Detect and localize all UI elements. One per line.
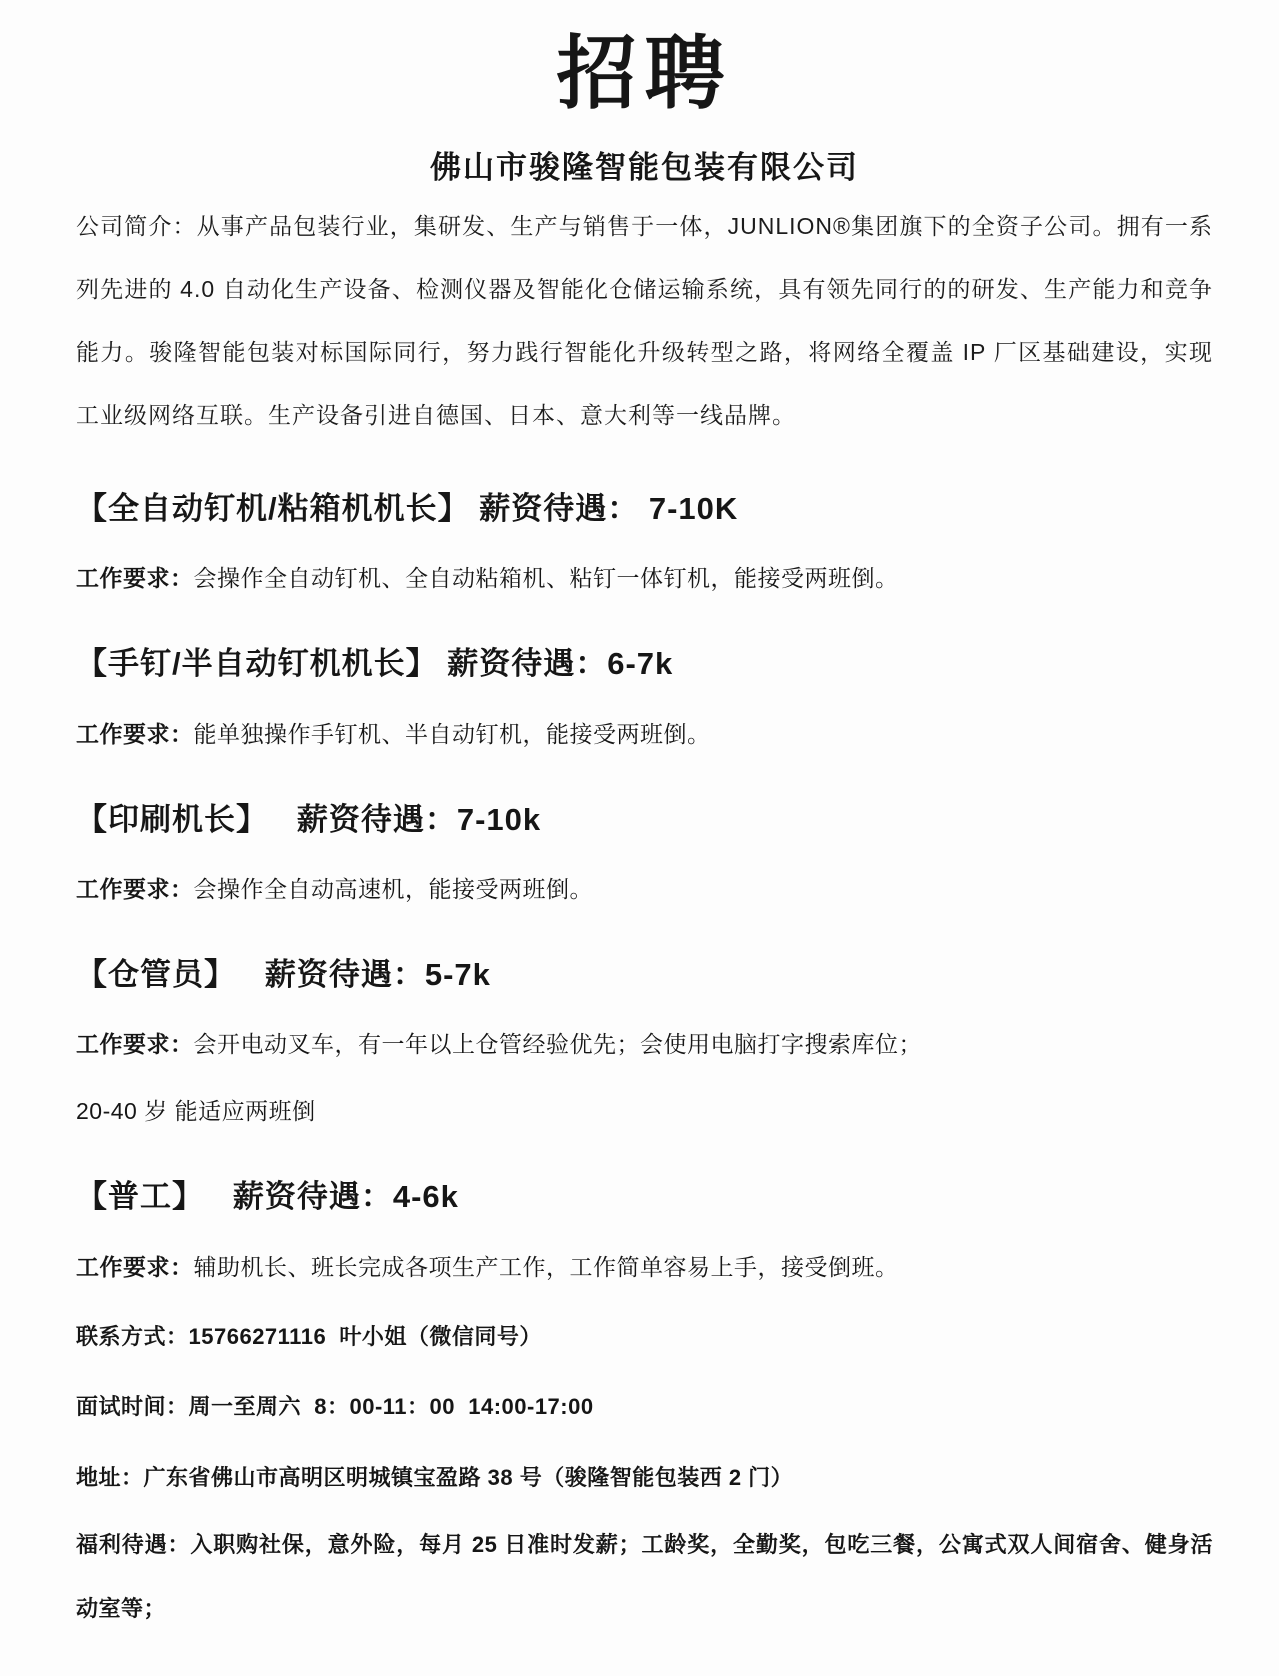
job-requirement	[76, 1029, 1213, 1060]
interview-time-value: 周一至周六 8：00-11：00 14:00-17:00	[188, 1394, 594, 1420]
requirement-label: 工作要求：	[76, 1031, 194, 1058]
job-requirement	[76, 563, 1213, 594]
requirement-label: 工作要求：	[76, 1253, 194, 1280]
job-heading: 【全自动钉机/粘箱机机长】 薪资待遇： 7-10K	[76, 491, 739, 526]
interview-time-line	[76, 1393, 1213, 1422]
job-section-printing-machine-captain	[76, 800, 1213, 905]
job-requirement	[76, 1252, 1213, 1283]
company-intro	[76, 195, 1213, 447]
contact-line	[76, 1323, 1213, 1352]
address-line	[76, 1464, 1213, 1493]
contact-label: 联系方式：	[76, 1323, 189, 1349]
company-intro-text: 从事产品包装行业，集研发、生产与销售于一体，JUNLION®集团旗下的全资子公司。拥有一系列先进的 4.0 自动化生产设备、检测仪器及智能化仓储运输系统，具有领先同行的的研发、生产能力和竞争能力。骏隆智能包装对标国际同行，努力践行智能化升级转型之路，将网络全覆盖 IP 厂区基础建设，实现工业级网络互联。生产设备引进自德国、日本、意大利等一线品牌。	[76, 213, 1213, 428]
job-section-hand-nailing-machine-captain	[76, 644, 1213, 749]
benefits-line	[76, 1513, 1213, 1641]
requirement-label: 工作要求：	[76, 720, 194, 747]
address-value: 广东省佛山市高明区明城镇宝盈路 38 号（骏隆智能包装西 2 门）	[143, 1464, 794, 1490]
contact-value: 15766271116 叶小姐（微信同号）	[188, 1323, 542, 1349]
requirement-label: 工作要求：	[76, 565, 194, 592]
interview-time-label: 面试时间：	[76, 1394, 189, 1420]
page-title: 招聘	[556, 29, 733, 118]
job-heading: 【印刷机长】 薪资待遇：7-10k	[76, 801, 542, 837]
job-section-auto-nailing-machine-captain	[76, 489, 1213, 594]
job-requirement-extra: 20-40 岁 能适应两班倒	[76, 1098, 316, 1125]
company-name: 佛山市骏隆智能包装有限公司	[430, 150, 859, 185]
requirement-text: 能单独操作手钉机、半自动钉机，能接受两班倒。	[193, 720, 711, 747]
job-heading: 【普工】 薪资待遇：4-6k	[76, 1179, 459, 1215]
requirement-text: 辅助机长、班长完成各项生产工作，工作简单容易上手，接受倒班。	[193, 1253, 899, 1280]
requirement-text: 会操作全自动钉机、全自动粘箱机、粘钉一体钉机，能接受两班倒。	[193, 565, 899, 592]
address-label: 地址：	[76, 1464, 144, 1490]
benefits-value: 入职购社保，意外险，每月 25 日准时发薪；工龄奖，全勤奖，包吃三餐，公寓式双人间宿舍、健身活动室等；	[76, 1531, 1213, 1621]
benefits-label: 福利待遇：	[76, 1531, 191, 1557]
job-section-warehouse-keeper	[76, 955, 1213, 1127]
job-heading: 【手钉/半自动钉机机长】 薪资待遇：6-7k	[76, 646, 674, 682]
job-requirement	[76, 719, 1213, 750]
requirement-text: 会开电动叉车，有一年以上仓管经验优先；会使用电脑打字搜索库位；	[193, 1031, 922, 1058]
company-intro-label: 公司简介：	[76, 213, 197, 239]
job-section-general-worker	[76, 1177, 1213, 1282]
requirement-text: 会操作全自动高速机，能接受两班倒。	[193, 875, 593, 902]
job-requirement	[76, 874, 1213, 905]
job-heading: 【仓管员】 薪资待遇：5-7k	[76, 957, 491, 993]
requirement-label: 工作要求：	[76, 875, 194, 902]
